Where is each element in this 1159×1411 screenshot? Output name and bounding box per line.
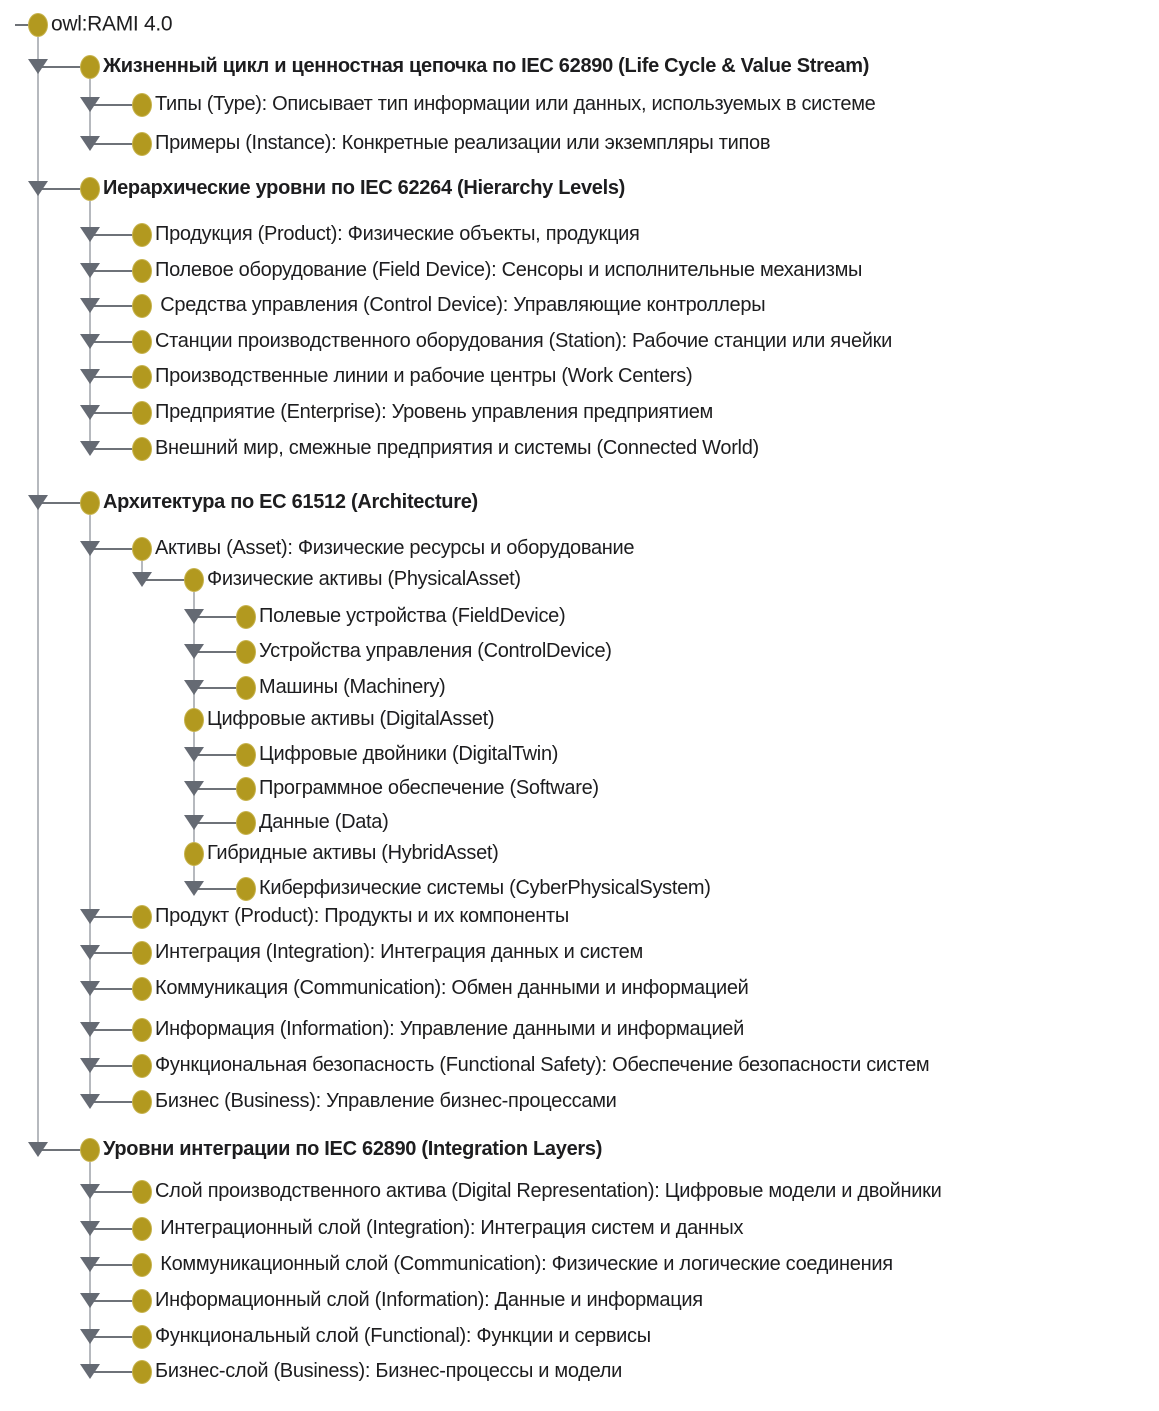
node-label[interactable]: Машины (Machinery) [259,676,446,699]
collapse-arrow-icon[interactable] [184,881,204,896]
node-label[interactable]: Программное обеспечение (Software) [259,777,599,800]
node-label[interactable]: Бизнес-слой (Business): Бизнес-процессы и модели [155,1360,623,1383]
collapse-arrow-icon[interactable] [80,441,100,456]
class-node-icon[interactable] [132,401,152,425]
node-label[interactable]: Бизнес (Business): Управление бизнес-процессами [155,1090,617,1113]
class-node-icon[interactable] [132,132,152,156]
class-node-icon[interactable] [132,1325,152,1349]
class-node-icon[interactable] [132,365,152,389]
class-node-icon[interactable] [132,1289,152,1313]
node-label[interactable]: Физические активы (PhysicalAsset) [207,568,521,591]
class-node-icon[interactable] [236,877,256,901]
class-node-icon[interactable] [184,708,204,732]
node-label[interactable]: Полевое оборудование (Field Device): Сенсоры и исполнительные механизмы [155,259,863,282]
node-label[interactable]: Устройства управления (ControlDevice) [259,640,612,663]
class-node-icon[interactable] [132,977,152,1001]
node-label[interactable]: Жизненный цикл и ценностная цепочка по IEC 62890 (Life Cycle & Value Stream) [103,55,870,78]
node-label[interactable]: Слой производственного актива (Digital Representation): Цифровые модели и двойники [155,1180,942,1203]
collapse-arrow-icon[interactable] [184,644,204,659]
class-node-icon[interactable] [132,1360,152,1384]
node-label[interactable]: Продукция (Product): Физические объекты, продукция [155,223,640,246]
node-label[interactable]: Гибридные активы (HybridAsset) [207,842,499,865]
class-node-icon[interactable] [80,177,100,201]
node-label[interactable]: Полевые устройства (FieldDevice) [259,605,566,628]
collapse-arrow-icon[interactable] [132,572,152,587]
node-label[interactable]: Продукт (Product): Продукты и их компоненты [155,905,569,928]
node-label[interactable]: Уровни интеграции по IEC 62890 (Integration Layers) [103,1138,603,1161]
class-node-icon[interactable] [132,905,152,929]
node-label[interactable]: Примеры (Instance): Конкретные реализации или экземпляры типов [155,132,771,155]
node-label[interactable]: Станции производственного оборудования (Station): Рабочие станции или ячейки [155,330,892,353]
collapse-arrow-icon[interactable] [28,1142,48,1157]
collapse-arrow-icon[interactable] [80,1293,100,1308]
collapse-arrow-icon[interactable] [28,59,48,74]
class-node-icon[interactable] [236,640,256,664]
node-label[interactable]: Интеграционный слой (Integration): Интеграция систем и данных [155,1217,744,1240]
class-node-icon[interactable] [236,743,256,767]
collapse-arrow-icon[interactable] [80,945,100,960]
collapse-arrow-icon[interactable] [28,495,48,510]
class-node-icon[interactable] [236,605,256,629]
class-node-icon[interactable] [80,55,100,79]
collapse-arrow-icon[interactable] [184,781,204,796]
node-label[interactable]: Данные (Data) [259,811,389,834]
class-node-icon[interactable] [132,1253,152,1277]
collapse-arrow-icon[interactable] [184,747,204,762]
collapse-arrow-icon[interactable] [80,1257,100,1272]
class-node-icon[interactable] [132,537,152,561]
node-label[interactable]: Функциональный слой (Functional): Функции и сервисы [155,1325,651,1348]
class-node-icon[interactable] [236,676,256,700]
node-label[interactable]: Средства управления (Control Device): Управляющие контроллеры [155,294,766,317]
class-node-icon[interactable] [236,777,256,801]
class-node-icon[interactable] [184,842,204,866]
node-label[interactable]: Коммуникационный слой (Communication): Физические и логические соединения [155,1253,893,1276]
class-node-icon[interactable] [236,811,256,835]
node-label[interactable]: Производственные линии и рабочие центры (Work Centers) [155,365,693,388]
collapse-arrow-icon[interactable] [80,1184,100,1199]
collapse-arrow-icon[interactable] [80,227,100,242]
node-label[interactable]: Внешний мир, смежные предприятия и системы (Connected World) [155,437,759,460]
collapse-arrow-icon[interactable] [80,298,100,313]
class-node-icon[interactable] [80,491,100,515]
class-node-icon[interactable] [132,294,152,318]
collapse-arrow-icon[interactable] [184,815,204,830]
collapse-arrow-icon[interactable] [80,97,100,112]
tree-connector-line [37,37,39,1150]
class-node-icon[interactable] [132,1018,152,1042]
collapse-arrow-icon[interactable] [28,181,48,196]
class-node-icon[interactable] [132,1054,152,1078]
collapse-arrow-icon[interactable] [184,680,204,695]
node-label[interactable]: Иерархические уровни по IEC 62264 (Hierarchy Levels) [103,177,626,200]
node-label[interactable]: Цифровые двойники (DigitalTwin) [259,743,559,766]
node-label[interactable]: Типы (Type): Описывает тип информации или данных, используемых в системе [155,93,876,116]
collapse-arrow-icon[interactable] [80,369,100,384]
node-label[interactable]: Активы (Asset): Физические ресурсы и оборудование [155,537,635,560]
collapse-arrow-icon[interactable] [80,1022,100,1037]
collapse-arrow-icon[interactable] [80,405,100,420]
collapse-arrow-icon[interactable] [80,541,100,556]
collapse-arrow-icon[interactable] [80,1058,100,1073]
collapse-arrow-icon[interactable] [80,334,100,349]
collapse-arrow-icon[interactable] [80,1094,100,1109]
class-node-icon[interactable] [132,330,152,354]
tree-connector-line [89,515,91,1102]
node-label[interactable]: owl:RAMI 4.0 [51,12,173,36]
node-label[interactable]: Коммуникация (Communication): Обмен данными и информацией [155,977,749,1000]
class-node-icon[interactable] [132,93,152,117]
node-label[interactable]: Интеграция (Integration): Интеграция данных и систем [155,941,643,964]
collapse-arrow-icon[interactable] [80,1329,100,1344]
class-node-icon[interactable] [132,1217,152,1241]
node-label[interactable]: Архитектура по EC 61512 (Architecture) [103,491,478,514]
class-node-icon[interactable] [132,437,152,461]
class-node-icon[interactable] [132,941,152,965]
class-node-icon[interactable] [132,259,152,283]
collapse-arrow-icon[interactable] [80,263,100,278]
class-node-icon[interactable] [132,223,152,247]
node-label[interactable]: Цифровые активы (DigitalAsset) [207,708,495,731]
class-node-icon[interactable] [28,13,48,37]
collapse-arrow-icon[interactable] [80,909,100,924]
class-node-icon[interactable] [80,1138,100,1162]
node-label[interactable]: Информация (Information): Управление данными и информацией [155,1018,745,1041]
collapse-arrow-icon[interactable] [80,981,100,996]
class-node-icon[interactable] [184,568,204,592]
collapse-arrow-icon[interactable] [80,1221,100,1236]
collapse-arrow-icon[interactable] [80,136,100,151]
class-node-icon[interactable] [132,1180,152,1204]
node-label[interactable]: Функциональная безопасность (Functional Safety): Обеспечение безопасности систем [155,1054,930,1077]
node-label[interactable]: Информационный слой (Information): Данные и информация [155,1289,703,1312]
node-label[interactable]: Киберфизические системы (CyberPhysicalSystem) [259,877,711,900]
node-label[interactable]: Предприятие (Enterprise): Уровень управления предприятием [155,401,714,424]
collapse-arrow-icon[interactable] [80,1364,100,1379]
collapse-arrow-icon[interactable] [184,609,204,624]
class-node-icon[interactable] [132,1090,152,1114]
